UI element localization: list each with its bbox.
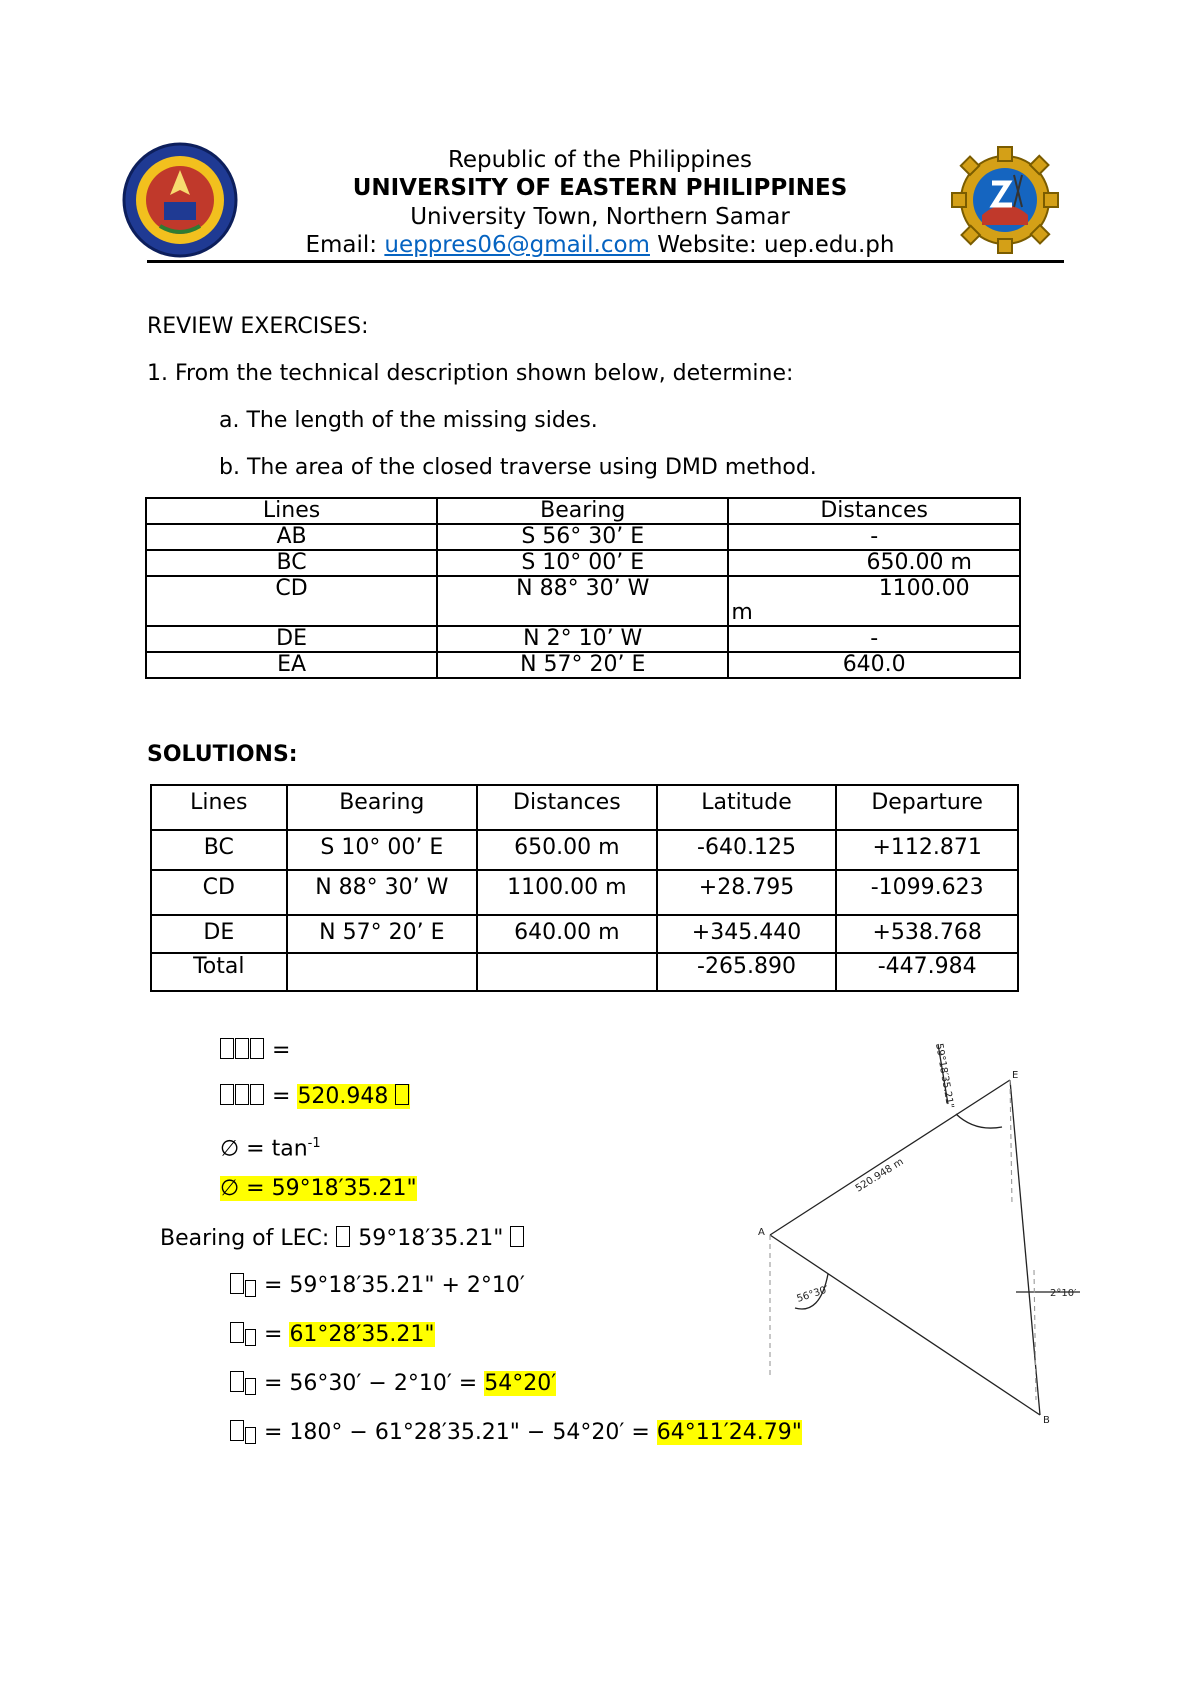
solutions-table xyxy=(150,784,1019,992)
cd-distance-value: 1100.00 xyxy=(878,576,970,601)
le-distance-result: 520.948 xyxy=(297,1084,410,1109)
table-row xyxy=(151,953,1018,991)
missing-glyph xyxy=(235,1084,249,1105)
solutions-heading: SOLUTIONS: xyxy=(147,742,298,767)
table-cell: S 56° 30’ E xyxy=(437,524,728,550)
table-row xyxy=(151,915,1018,953)
missing-glyph xyxy=(395,1084,409,1105)
cd-distance-unit: m xyxy=(731,600,753,625)
table-header: Distances xyxy=(477,785,657,830)
table-cell: 650.00 m xyxy=(728,550,1020,576)
table-row xyxy=(146,524,1020,550)
website-text: uep.edu.ph xyxy=(764,232,895,258)
table-row xyxy=(146,652,1020,678)
table-cell: 640.0 xyxy=(728,652,1020,678)
table-header: Lines xyxy=(146,498,437,524)
header-university-name: UNIVERSITY OF EASTERN PHILIPPINES xyxy=(352,175,848,201)
missing-glyph xyxy=(510,1226,524,1247)
angle-a-label: 56°30′ xyxy=(795,1284,831,1305)
table-cell: CD xyxy=(151,870,287,915)
table-header: Lines xyxy=(151,785,287,830)
missing-glyph xyxy=(230,1420,244,1441)
header-contact xyxy=(0,231,1200,259)
missing-glyph xyxy=(245,1280,256,1297)
question-1a: a. The length of the missing sides. xyxy=(219,408,598,433)
equation-7: = 61°28′35.21" xyxy=(230,1321,435,1349)
equation-4 xyxy=(220,1175,417,1203)
review-exercises-heading: REVIEW EXERCISES: xyxy=(147,314,369,339)
table-row xyxy=(151,830,1018,870)
missing-glyph xyxy=(230,1273,244,1294)
angle-b-result: 54°20′ xyxy=(484,1371,557,1396)
equation-9: = 180° − 61°28′35.21" − 54°20′ = 64°11′24.79" xyxy=(230,1419,802,1447)
equation-2: = 520.948 xyxy=(220,1083,410,1111)
question-1b: b. The area of the closed traverse using DMD method. xyxy=(219,455,817,480)
question-1: 1. From the technical description shown below, determine: xyxy=(147,361,794,386)
header-republic: Republic of the Philippines xyxy=(447,147,753,173)
table-cell: 1100.00 m xyxy=(477,870,657,915)
table-cell: Total xyxy=(151,953,287,991)
table-cell: N 88° 30’ W xyxy=(437,576,728,626)
table-cell xyxy=(477,953,657,991)
table-cell: DE xyxy=(151,915,287,953)
missing-glyph xyxy=(235,1038,249,1059)
table-header-row xyxy=(151,785,1018,830)
table-cell: BC xyxy=(151,830,287,870)
equation-1: = xyxy=(220,1037,290,1065)
table-header: Bearing xyxy=(287,785,477,830)
missing-glyph xyxy=(250,1038,264,1059)
header-address: University Town, Northern Samar xyxy=(410,204,790,230)
table-header-row xyxy=(146,498,1020,524)
table-row xyxy=(146,576,1020,626)
table-cell: -447.984 xyxy=(836,953,1018,991)
missing-glyph xyxy=(245,1329,256,1346)
table-cell: EA xyxy=(146,652,437,678)
table-cell: N 57° 20’ E xyxy=(287,915,477,953)
table-header: Latitude xyxy=(657,785,837,830)
email-link[interactable]: ueppres06@gmail.com xyxy=(384,232,650,258)
table-cell: 650.00 m xyxy=(477,830,657,870)
header-divider xyxy=(147,260,1064,263)
angle-arc-e xyxy=(956,1114,1002,1128)
missing-glyph xyxy=(220,1038,234,1059)
table-cell: +538.768 xyxy=(836,915,1018,953)
table-cell: -1099.623 xyxy=(836,870,1018,915)
missing-glyph xyxy=(230,1322,244,1343)
table-cell: AB xyxy=(146,524,437,550)
table-cell: +28.795 xyxy=(657,870,837,915)
angle-e-result: 61°28′35.21" xyxy=(289,1322,435,1347)
website-label: Website: xyxy=(657,232,757,258)
equation-8: = 56°30′ − 2°10′ = 54°20′ xyxy=(230,1370,556,1398)
table-cell: CD xyxy=(146,576,437,626)
missing-glyph xyxy=(250,1084,264,1105)
table-cell: -640.125 xyxy=(657,830,837,870)
angle-a-result: 64°11′24.79" xyxy=(656,1420,802,1445)
table-cell: S 10° 00’ E xyxy=(437,550,728,576)
table-cell: +112.871 xyxy=(836,830,1018,870)
table-cell: DE xyxy=(146,626,437,652)
table-row xyxy=(151,870,1018,915)
table-cell: -265.890 xyxy=(657,953,837,991)
table-cell: BC xyxy=(146,550,437,576)
equation-5: Bearing of LEC: 59°18′35.21" xyxy=(160,1225,525,1253)
line-ae xyxy=(770,1080,1010,1235)
table-cell: N 57° 20’ E xyxy=(437,652,728,678)
table-cell xyxy=(728,576,1020,626)
table-header: Distances xyxy=(728,498,1020,524)
table-cell: +345.440 xyxy=(657,915,837,953)
table-row xyxy=(146,550,1020,576)
table-cell: 640.00 m xyxy=(477,915,657,953)
point-e-label: E xyxy=(1012,1070,1019,1081)
angle-phi-result: ∅ = 59°18′35.21" xyxy=(220,1176,417,1201)
table-header: Departure xyxy=(836,785,1018,830)
point-a-label: A xyxy=(758,1227,765,1238)
table-cell: N 2° 10’ W xyxy=(437,626,728,652)
table-cell: S 10° 00’ E xyxy=(287,830,477,870)
missing-glyph xyxy=(220,1084,234,1105)
distance-ae-label: 520.948 m xyxy=(853,1156,906,1195)
traverse-triangle-diagram xyxy=(740,1030,1100,1430)
missing-glyph xyxy=(230,1371,244,1392)
line-ab xyxy=(770,1235,1040,1415)
point-b-label: B xyxy=(1043,1415,1050,1426)
table-cell xyxy=(287,953,477,991)
table-header: Bearing xyxy=(437,498,728,524)
email-label: Email: xyxy=(305,232,378,258)
missing-glyph xyxy=(245,1378,256,1395)
table-cell: N 88° 30’ W xyxy=(287,870,477,915)
technical-description-table xyxy=(145,497,1021,679)
missing-glyph xyxy=(336,1226,350,1247)
angle-b-label: 2°10′ xyxy=(1050,1288,1077,1299)
table-cell: - xyxy=(728,524,1020,550)
missing-glyph xyxy=(245,1427,256,1444)
angle-e-label: 59°18′35.21" xyxy=(933,1042,956,1110)
table-row xyxy=(146,626,1020,652)
equation-3: ∅ = $\tan^{-1}$ xyxy=(220,1136,321,1162)
table-cell: - xyxy=(728,626,1020,652)
meridian-b xyxy=(1034,1270,1036,1400)
equation-6: = 59°18′35.21" + 2°10′ xyxy=(230,1272,525,1300)
